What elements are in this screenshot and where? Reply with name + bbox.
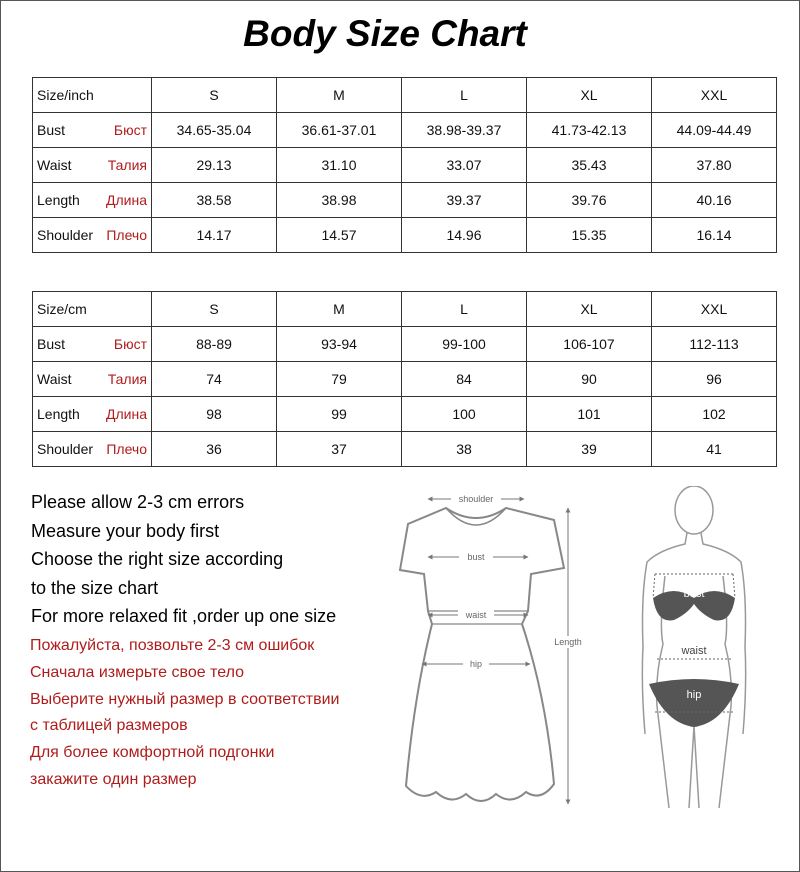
note-line: Сначала измерьте свое тело: [30, 663, 244, 681]
measurement-label-ru: Длина: [106, 406, 147, 422]
note-line: Выберите нужный размер в соответствии: [30, 690, 340, 708]
value-cell: 41.73-42.13: [527, 113, 652, 148]
table-row: [33, 148, 777, 183]
head-outline: [675, 486, 713, 534]
table-row: [33, 362, 777, 397]
value-cell: 14.96: [402, 218, 527, 253]
measurement-label-cell: [33, 148, 152, 183]
note-line: Choose the right size according: [31, 549, 284, 569]
measurement-label-cell: [33, 113, 152, 148]
dress-diagram: [396, 486, 596, 811]
size-header-cell: S: [152, 292, 277, 327]
waist-label: waist: [465, 610, 487, 620]
table-row: [33, 113, 777, 148]
value-cell: 34.65-35.04: [152, 113, 277, 148]
measurement-label-ru: Длина: [106, 192, 147, 208]
note-line: Для более комфортной подгонки: [30, 744, 275, 762]
note-line: закажите один размер: [30, 770, 197, 788]
measurement-label-ru: Талия: [107, 371, 147, 387]
value-cell: 33.07: [402, 148, 527, 183]
russian-notes: [30, 633, 339, 794]
measurement-label-en: Bust: [37, 122, 66, 138]
value-cell: 38.98: [277, 183, 402, 218]
table-header-row: [33, 78, 777, 113]
measurement-label-ru: Бюст: [113, 122, 147, 138]
table-row: [33, 183, 777, 218]
size-header-cell: M: [277, 292, 402, 327]
value-cell: 44.09-44.49: [652, 113, 777, 148]
value-cell: 99: [277, 397, 402, 432]
measurement-label-ru: Плечо: [106, 227, 147, 243]
value-cell: 90: [527, 362, 652, 397]
value-cell: 14.57: [277, 218, 402, 253]
shoulder-label: shoulder: [458, 494, 494, 504]
table-row: [33, 327, 777, 362]
value-cell: 100: [402, 397, 527, 432]
note-line: to the size chart: [31, 577, 159, 598]
measurement-label-cell: [33, 218, 152, 253]
unit-header-cell: Size/inch: [33, 78, 152, 113]
size-header-cell: XL: [527, 78, 652, 113]
value-cell: 74: [152, 362, 277, 397]
measurement-label-cell: [33, 327, 152, 362]
value-cell: 79: [277, 362, 402, 397]
value-cell: 40.16: [652, 183, 777, 218]
measurement-label-en: Waist: [37, 157, 72, 173]
value-cell: 112-113: [652, 327, 777, 362]
measurement-label-en: Bust: [37, 336, 66, 352]
size-header-cell: L: [402, 78, 527, 113]
value-cell: 38.98-39.37: [402, 113, 527, 148]
value-cell: 101: [527, 397, 652, 432]
note-line: Пожалуйста, позвольте 2-3 см ошибок: [30, 637, 315, 654]
table-header-row: [33, 292, 777, 327]
note-line: For more relaxed fit ,order up one size: [31, 606, 337, 626]
measurement-label-cell: [33, 183, 152, 218]
note-line: Measure your body first: [31, 520, 220, 541]
hip-label: hip: [686, 689, 702, 701]
table-row: [33, 432, 777, 467]
measurement-label-ru: Плечо: [106, 441, 147, 457]
measurement-label-en: Waist: [37, 371, 72, 387]
measurement-label-ru: Бюст: [113, 336, 147, 352]
value-cell: 106-107: [527, 327, 652, 362]
measurement-label-en: Shoulder: [37, 441, 94, 457]
value-cell: 36: [152, 432, 277, 467]
value-cell: 35.43: [527, 148, 652, 183]
size-header-cell: L: [402, 292, 527, 327]
value-cell: 31.10: [277, 148, 402, 183]
bust-label: bust: [683, 588, 705, 600]
unit-header-cell: Size/cm: [33, 292, 152, 327]
value-cell: 93-94: [277, 327, 402, 362]
note-line: Please allow 2-3 cm errors: [31, 492, 245, 512]
value-cell: 38.58: [152, 183, 277, 218]
measurement-label-cell: [33, 362, 152, 397]
value-cell: 37: [277, 432, 402, 467]
value-cell: 88-89: [152, 327, 277, 362]
value-cell: 16.14: [652, 218, 777, 253]
size-header-cell: XXL: [652, 78, 777, 113]
value-cell: 37.80: [652, 148, 777, 183]
value-cell: 39.76: [527, 183, 652, 218]
value-cell: 98: [152, 397, 277, 432]
value-cell: 39: [527, 432, 652, 467]
inch-size-table: [32, 77, 777, 253]
size-header-cell: XXL: [652, 292, 777, 327]
measurement-label-ru: Талия: [107, 157, 147, 173]
cm-size-table: [32, 291, 777, 467]
page-title: Body Size Chart: [243, 13, 527, 54]
body-diagram: [619, 486, 769, 811]
value-cell: 99-100: [402, 327, 527, 362]
value-cell: 96: [652, 362, 777, 397]
table-row: [33, 218, 777, 253]
value-cell: 102: [652, 397, 777, 432]
note-line: с таблицей размеров: [30, 717, 188, 735]
measurement-label-en: Length: [37, 406, 80, 422]
value-cell: 41: [652, 432, 777, 467]
size-header-cell: S: [152, 78, 277, 113]
measurement-label-cell: [33, 397, 152, 432]
bust-label: bust: [467, 552, 485, 562]
value-cell: 84: [402, 362, 527, 397]
value-cell: 38: [402, 432, 527, 467]
english-notes: [31, 488, 336, 631]
table-row: [33, 397, 777, 432]
value-cell: 36.61-37.01: [277, 113, 402, 148]
value-cell: 39.37: [402, 183, 527, 218]
hip-label: hip: [469, 659, 483, 669]
measurement-label-en: Shoulder: [37, 227, 94, 243]
hip-shape: [649, 679, 739, 727]
value-cell: 29.13: [152, 148, 277, 183]
value-cell: 15.35: [527, 218, 652, 253]
waist-label: waist: [681, 645, 707, 657]
length-label: Length: [554, 637, 582, 647]
value-cell: 14.17: [152, 218, 277, 253]
measurement-label-en: Length: [37, 192, 80, 208]
body-outline: [642, 533, 745, 808]
size-header-cell: XL: [527, 292, 652, 327]
measurement-label-cell: [33, 432, 152, 467]
size-header-cell: M: [277, 78, 402, 113]
